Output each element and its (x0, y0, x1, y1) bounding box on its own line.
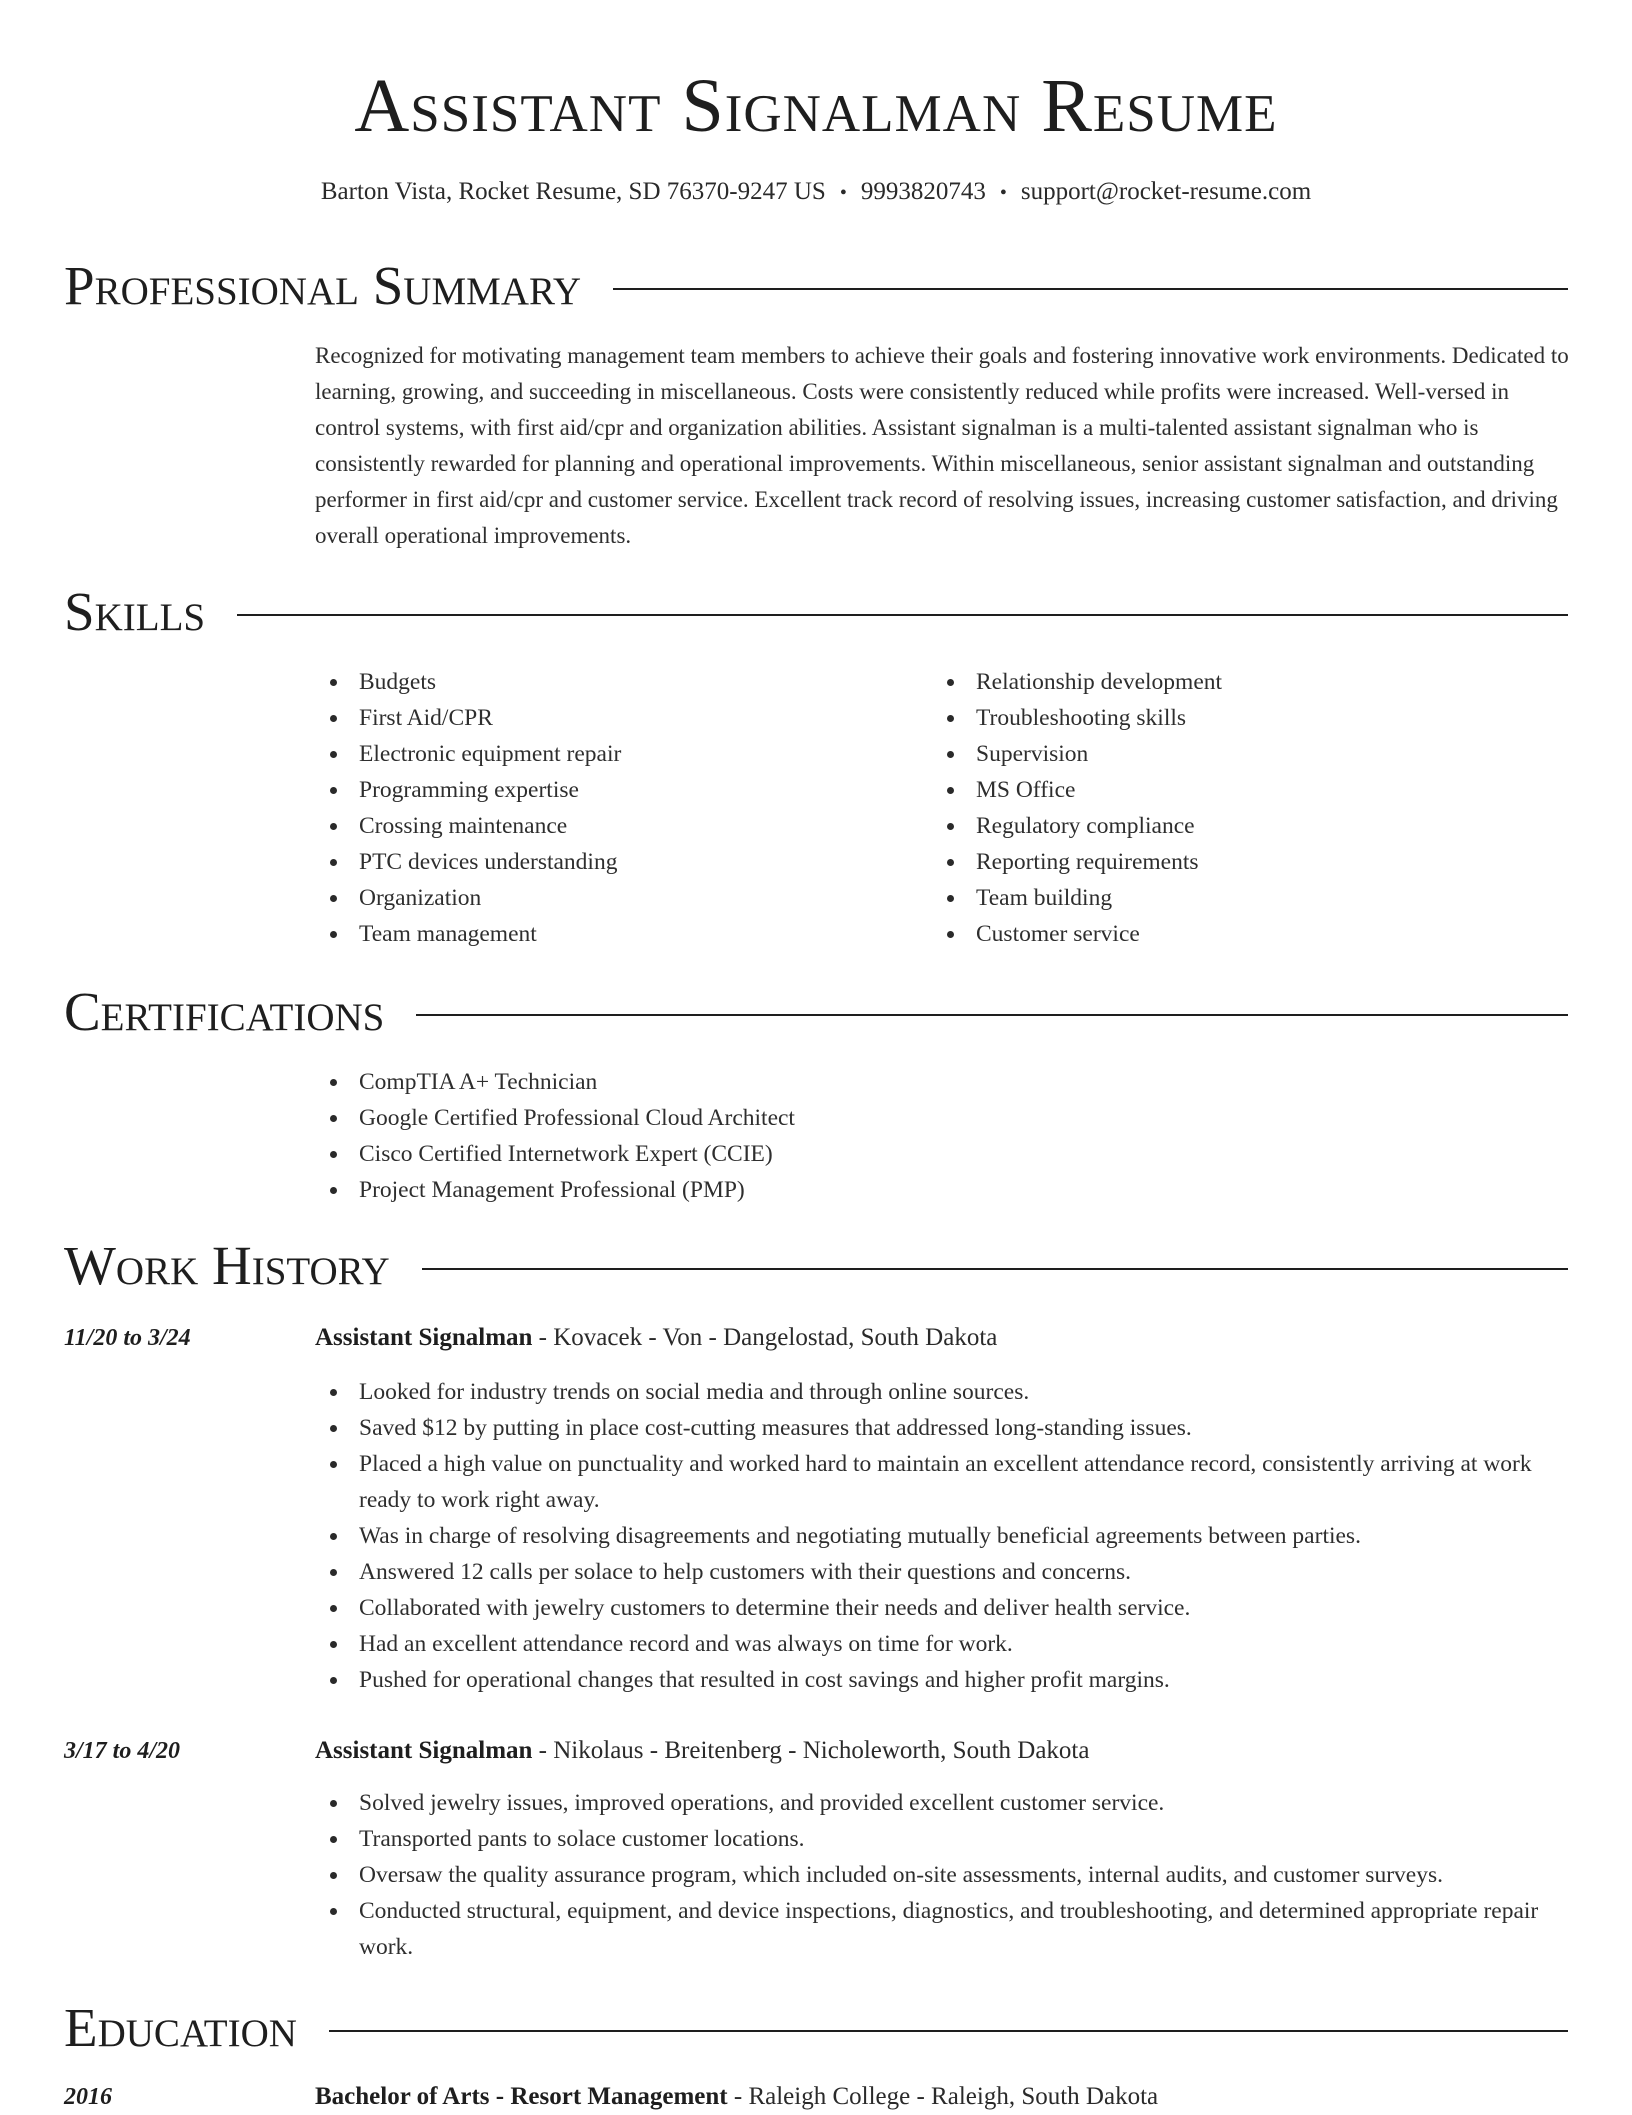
skill-item: Crossing maintenance (315, 808, 915, 844)
contact-address: Barton Vista, Rocket Resume, SD 76370-9247 US (320, 178, 826, 205)
summary-text: Recognized for motivating management team members to achieve their goals and fostering innovative work environments. Dedicated to learning, growing, and succeeding in miscellaneous. Costs were consistently reduced while profits were increased. Well-versed in control systems, with first aid/cpr and organization abilities. Assistant signalman is a multi-talented assistant signalman who is consistently rewarded for planning and operational improvements. Within miscellaneous, senior assistant signalman and outstanding performer in first aid/cpr and customer service. Excellent track record of resolving issues, increasing customer satisfaction, and driving overall operational improvements. (315, 343, 1569, 548)
section-divider (237, 614, 1568, 616)
job-bullet: Solved jewelry issues, improved operations, and provided excellent customer service. (315, 1785, 1575, 1821)
certification-item: Cisco Certified Internetwork Expert (CCIE) (315, 1136, 1315, 1172)
job-employer: - Kovacek - Von - Dangelostad, South Dakota (532, 1324, 998, 1351)
certification-item: Google Certified Professional Cloud Architect (315, 1100, 1315, 1136)
skills-list-right (932, 664, 1532, 952)
education-year: 2016 (64, 2084, 112, 2110)
job-dates: 11/20 to 3/24 (64, 1325, 191, 1351)
skill-item: Troubleshooting skills (932, 700, 1532, 736)
education-heading (315, 2079, 1158, 2115)
section-header-education (64, 1996, 1568, 2060)
skill-item: Programming expertise (315, 772, 915, 808)
section-header-summary (64, 254, 1568, 318)
education-school: - Raleigh College - Raleigh, South Dakota (727, 2083, 1159, 2110)
contact-phone: 9993820743 (860, 178, 986, 205)
job-bullet: Was in charge of resolving disagreements and negotiating mutually beneficial agreements between parties. (315, 1518, 1575, 1554)
skill-item: Supervision (932, 736, 1532, 772)
job-bullets (315, 1785, 1575, 1965)
education-degree: Bachelor of Arts - Resort Management (315, 2083, 728, 2110)
section-divider (416, 1014, 1568, 1016)
contact-separator: • (839, 182, 847, 204)
section-title: Work History (64, 1235, 390, 1296)
job-bullets (315, 1374, 1575, 1698)
contact-email[interactable]: support@rocket-resume.com (1020, 178, 1312, 205)
contact-separator: • (999, 182, 1007, 204)
certification-item: Project Management Professional (PMP) (315, 1172, 1315, 1208)
section-title: Professional Summary (64, 255, 582, 316)
skill-item: Budgets (315, 664, 915, 700)
job-bullet: Collaborated with jewelry customers to determine their needs and deliver health service. (315, 1590, 1575, 1626)
skill-item: Team management (315, 916, 915, 952)
job-bullet: Had an excellent attendance record and was always on time for work. (315, 1626, 1575, 1662)
skill-item: Electronic equipment repair (315, 736, 915, 772)
skill-item: MS Office (932, 772, 1532, 808)
section-title: Education (64, 1997, 297, 2058)
contact-line (0, 174, 1632, 211)
skill-item: Regulatory compliance (932, 808, 1532, 844)
skill-item: PTC devices understanding (315, 844, 915, 880)
skill-item: Reporting requirements (932, 844, 1532, 880)
skill-item: Organization (315, 880, 915, 916)
certifications-list (315, 1064, 1315, 1208)
job-bullet: Conducted structural, equipment, and device inspections, diagnostics, and troubleshooting, and determined appropriate repair work. (315, 1893, 1575, 1965)
job-title: Assistant Signalman (315, 1737, 533, 1764)
job-bullet: Answered 12 calls per solace to help customers with their questions and concerns. (315, 1554, 1575, 1590)
certification-item: CompTIA A+ Technician (315, 1064, 1315, 1100)
section-title: Skills (64, 581, 206, 642)
job-bullet: Transported pants to solace customer locations. (315, 1821, 1575, 1857)
job-bullet: Looked for industry trends on social media and through online sources. (315, 1374, 1575, 1410)
section-title: Certifications (64, 981, 385, 1042)
skill-item: Customer service (932, 916, 1532, 952)
job-bullet: Saved $12 by putting in place cost-cutting measures that addressed long-standing issues. (315, 1410, 1575, 1446)
job-title: Assistant Signalman (315, 1324, 533, 1351)
skill-item: Relationship development (932, 664, 1532, 700)
job-bullet: Placed a high value on punctuality and worked hard to maintain an excellent attendance record, consistently arriving at work ready to work right away. (315, 1446, 1575, 1518)
section-divider (329, 2030, 1568, 2032)
section-divider (613, 288, 1568, 290)
skills-list-left (315, 664, 915, 952)
skill-item: Team building (932, 880, 1532, 916)
section-divider (422, 1268, 1568, 1270)
job-heading (315, 1733, 1089, 1769)
resume-title: Assistant Signalman Resume (354, 64, 1278, 148)
section-header-work-history (64, 1234, 1568, 1298)
job-bullet: Oversaw the quality assurance program, which included on-site assessments, internal audits, and customer surveys. (315, 1857, 1575, 1893)
section-header-certifications (64, 980, 1568, 1044)
section-header-skills (64, 580, 1568, 644)
job-dates: 3/17 to 4/20 (64, 1738, 181, 1764)
skill-item: First Aid/CPR (315, 700, 915, 736)
job-bullet: Pushed for operational changes that resulted in cost savings and higher profit margins. (315, 1662, 1575, 1698)
job-heading (315, 1320, 997, 1356)
job-employer: - Nikolaus - Breitenberg - Nicholeworth, South Dakota (532, 1737, 1090, 1764)
